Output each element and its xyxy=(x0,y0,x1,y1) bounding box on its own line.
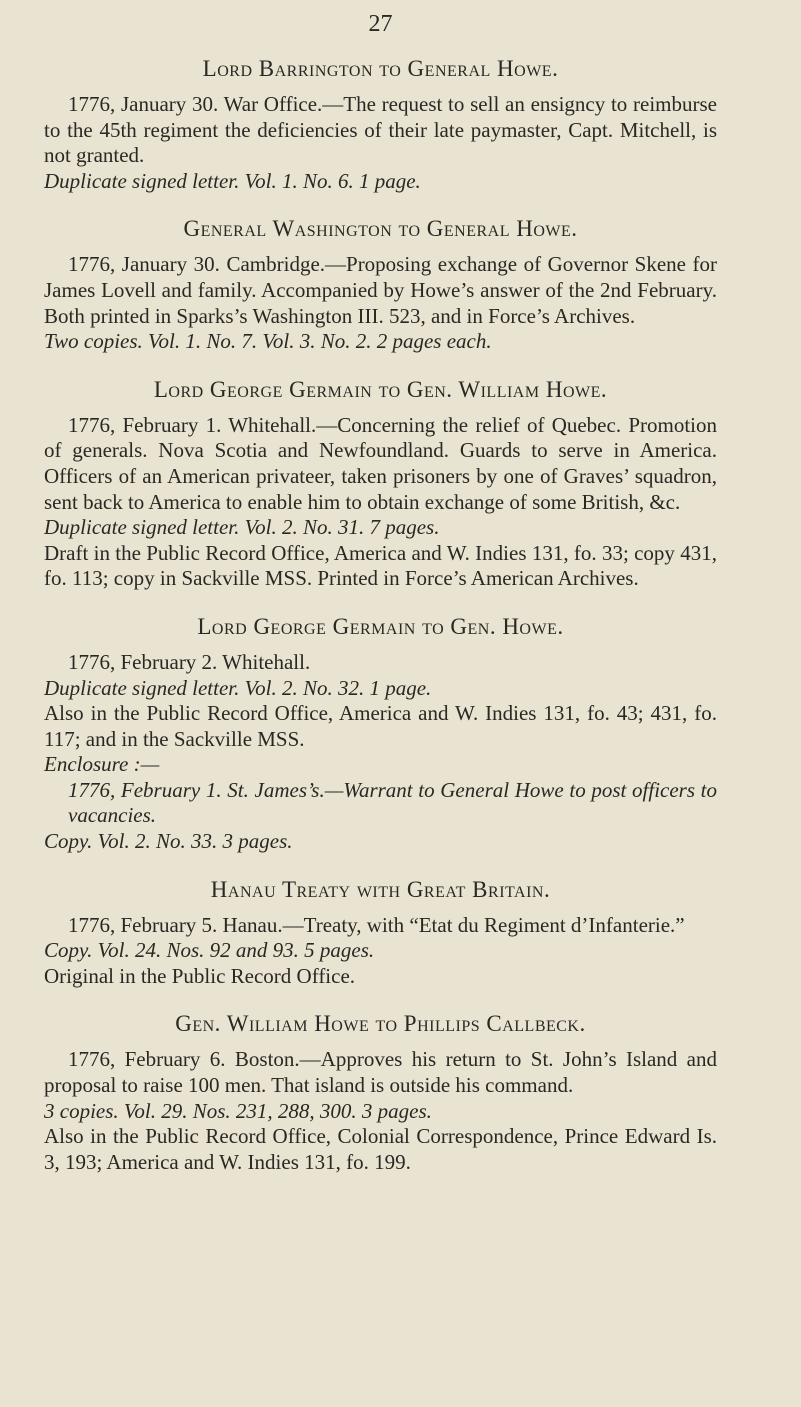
entry-body: 1776, February 6. Boston.—Approves his return to St. John’s Island and proposal to raise 100 men. That island is outside his command. xyxy=(44,1047,717,1098)
entry-extra: Original in the Public Record Office. xyxy=(44,963,356,988)
enclosure-text: 1776, February 1. St. James’s.—Warrant to General Howe to post officers to vacancies. xyxy=(68,777,717,828)
enclosure-note: Copy. Vol. 2. No. 33. 3 pages. xyxy=(44,829,293,854)
entry-heading: Lord George Germain to Gen. Howe. xyxy=(197,613,564,639)
calendar-entry xyxy=(44,375,717,592)
entry-note: Duplicate signed letter. Vol. 2. No. 31. 7 pages. xyxy=(44,515,440,540)
entry-note: Copy. Vol. 24. Nos. 92 and 93. 5 pages. xyxy=(44,938,375,963)
entry-heading: Lord Barrington to General Howe. xyxy=(202,56,559,81)
entry-body: 1776, February 2. Whitehall. xyxy=(68,649,311,674)
calendar-entry xyxy=(44,1009,717,1175)
entry-heading: General Washington to General Howe. xyxy=(183,216,578,242)
entry-heading: Gen. William Howe to Phillips Callbeck. xyxy=(175,1011,586,1037)
enclosure-label: Enclosure :— xyxy=(44,752,160,777)
calendar-entry xyxy=(44,54,717,194)
entry-note: Duplicate signed letter. Vol. 1. No. 6. 1 page. xyxy=(44,168,421,193)
entry-heading: Hanau Treaty with Great Britain. xyxy=(210,876,551,902)
calendar-entry xyxy=(44,612,717,855)
entry-body: 1776, February 5. Hanau.—Treaty, with “Etat du Regiment d’Infanterie.” xyxy=(68,912,685,937)
entry-note: Two copies. Vol. 1. No. 7. Vol. 3. No. 2. 2 pages each. xyxy=(44,329,492,354)
entry-heading: Lord George Germain to Gen. William Howe. xyxy=(153,376,608,402)
entry-extra: Also in the Public Record Office, America and W. Indies 131, fo. 43; 431, fo. 117; and in the Sackville MSS. xyxy=(44,701,717,751)
entry-body: 1776, January 30. War Office.—The request to sell an ensigncy to reimburse to the 45th regiment the deficiencies of their late paymaster, Capt. Mitchell, is not granted. xyxy=(44,92,717,168)
calendar-entry xyxy=(44,875,717,990)
entry-note: Duplicate signed letter. Vol. 2. No. 32. 1 page. xyxy=(44,675,432,700)
entry-body: 1776, February 1. Whitehall.—Concerning the relief of Quebec. Promotion of generals. Nova Scotia and Newfoundland. Guards to serve in America. Officers of an American privateer, taken prisoners by one of Graves’ squadron, sent back to America to enable him to obtain exchange of some British, &c. xyxy=(44,412,717,514)
entry-note: 3 copies. Vol. 29. Nos. 231, 288, 300. 3 pages. xyxy=(44,1098,432,1123)
entry-extra: Draft in the Public Record Office, America and W. Indies 131, fo. 33; copy 431, fo. 113; copy in Sackville MSS. Printed in Force’s American Archives. xyxy=(44,540,717,591)
entry-body: 1776, January 30. Cambridge.—Proposing exchange of Governor Skene for James Lovell and family. Accompanied by Howe’s answer of the 2nd February. Both printed in Sparks’s Washington III. 523, and in Force’s Archives. xyxy=(44,252,717,328)
calendar-entry xyxy=(44,214,717,354)
entry-extra: Also in the Public Record Office, Colonial Correspondence, Prince Edward Is. 3, 193; America and W. Indies 131, fo. 199. xyxy=(44,1124,717,1174)
page-number: 27 xyxy=(368,11,393,37)
